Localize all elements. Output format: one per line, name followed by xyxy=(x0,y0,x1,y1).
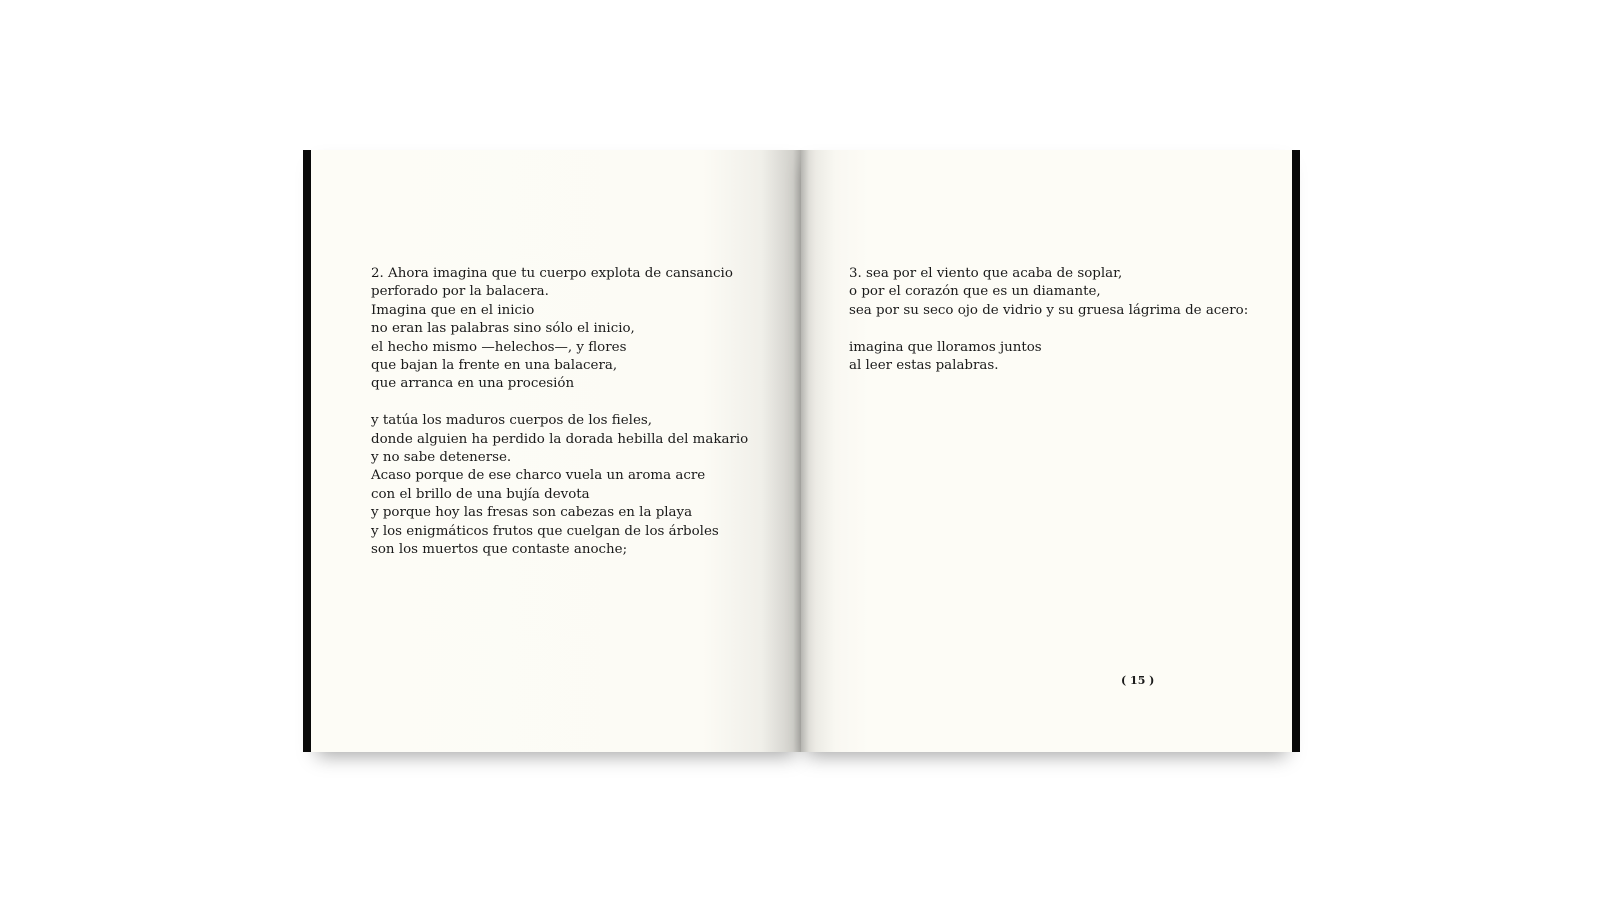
poem-line: o por el corazón que es un diamante, xyxy=(849,284,1101,300)
poem-line: 3. sea por el viento que acaba de soplar, xyxy=(849,266,1123,281)
cover-edge-right xyxy=(1292,150,1300,752)
right-page xyxy=(801,150,1292,752)
poem-line: 2. Ahora imagina que tu cuerpo explota de cansancio xyxy=(371,266,733,281)
poem-line: y porque hoy las fresas son cabezas en la playa xyxy=(371,505,693,521)
left-stanza-2 xyxy=(371,412,748,559)
poem-line: que bajan la frente en una balacera, xyxy=(371,358,618,374)
poem-line: no eran las palabras sino sólo el inicio, xyxy=(371,321,635,337)
left-stanza-1 xyxy=(371,265,748,394)
poem-line: y los enigmáticos frutos que cuelgan de los árboles xyxy=(371,523,719,539)
poem-line: y no sabe detenerse. xyxy=(371,450,512,466)
poem-line: perforado por la balacera. xyxy=(371,284,549,300)
right-page-poem xyxy=(849,265,1248,375)
spine-shadow xyxy=(793,150,809,752)
poem-line: donde alguien ha perdido la dorada hebilla del makario xyxy=(371,431,749,447)
poem-line: el hecho mismo —helechos—, y flores xyxy=(371,339,627,355)
right-stanza-2 xyxy=(849,339,1248,376)
left-page-poem xyxy=(371,265,748,559)
poem-line: imagina que lloramos juntos xyxy=(849,339,1042,355)
poem-line: Imagina que en el inicio xyxy=(371,302,535,318)
poem-line: son los muertos que contaste anoche; xyxy=(371,542,628,558)
poem-line: que arranca en una procesión xyxy=(371,376,575,392)
poem-line: con el brillo de una bujía devota xyxy=(371,486,590,502)
page-number: ( 15 ) xyxy=(1121,674,1155,687)
open-book xyxy=(303,150,1300,752)
right-stanza-1 xyxy=(849,265,1248,320)
poem-line: al leer estas palabras. xyxy=(849,358,999,374)
poem-line: Acaso porque de ese charco vuela un aroma acre xyxy=(371,468,706,484)
poem-line: sea por su seco ojo de vidrio y su gruesa lágrima de acero: xyxy=(849,302,1249,318)
poem-line: y tatúa los maduros cuerpos de los fieles, xyxy=(371,413,653,429)
left-page xyxy=(311,150,801,752)
cover-edge-left xyxy=(303,150,311,752)
